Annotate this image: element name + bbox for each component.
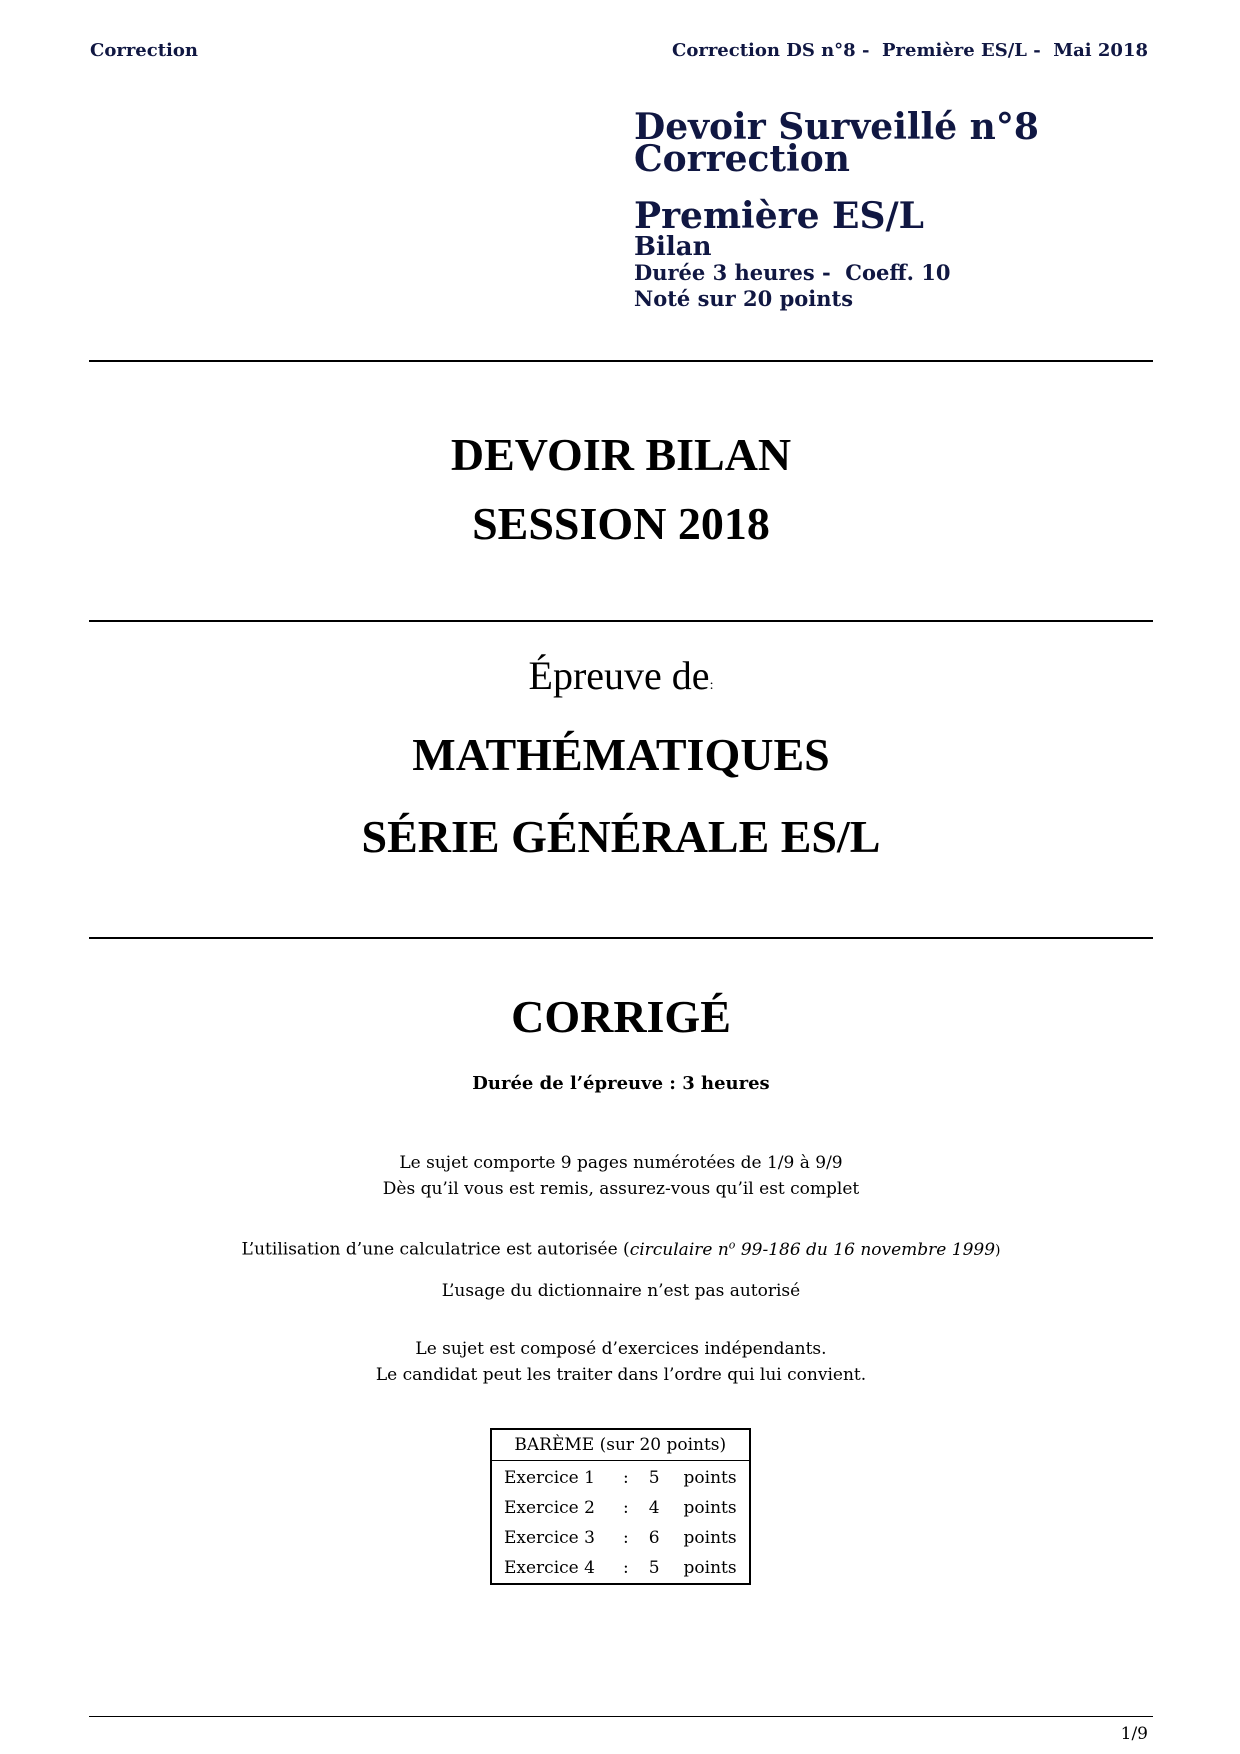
epreuve-colon: : xyxy=(709,678,714,693)
calculator-notice-prefix: L’utilisation d’une calculatrice est autorisée ( xyxy=(241,1239,630,1260)
divider-3 xyxy=(89,937,1153,939)
calculator-notice xyxy=(89,1232,1153,1264)
bareme-separator: : xyxy=(622,1468,629,1488)
bareme-exercise-name: Exercice 1 xyxy=(504,1468,595,1488)
calculator-circular: circulaire $n^o$ 99-186 du 16 novembre 1999 xyxy=(629,1238,996,1260)
title-block-line5: Durée 3 heures - Coeff. 10 xyxy=(634,260,951,285)
independence-notice-line1: Le sujet est composé d’exercices indépendants. xyxy=(415,1339,827,1359)
calculator-notice-suffix: ) xyxy=(995,1242,1001,1259)
bareme-header: BARÈME (sur 20 points) xyxy=(491,1429,750,1461)
pages-notice xyxy=(89,1150,1153,1202)
epreuve-label: Épreuve de xyxy=(528,653,710,698)
bareme-exercise-name: Exercice 3 xyxy=(504,1528,595,1548)
bareme-points-value: 6 xyxy=(648,1528,660,1548)
pages-notice-line2: Dès qu’il vous est remis, assurez-vous qu’il est complet xyxy=(382,1179,860,1199)
running-header-right: Correction DS n°8 - Première ES/L - Mai 2018 xyxy=(672,40,1148,61)
subject-title-1: MATHÉMATIQUES xyxy=(412,729,830,780)
main-title-1: DEVOIR BILAN xyxy=(450,429,792,480)
title-block-line6: Noté sur 20 points xyxy=(634,286,854,311)
title-block-line1: Devoir Surveillé n°8 xyxy=(634,106,1039,148)
independence-notice xyxy=(89,1336,1153,1388)
title-block-line3: Première ES/L xyxy=(634,195,924,237)
bareme-row xyxy=(491,1523,750,1553)
exam-duration: Durée de l’épreuve : 3 heures xyxy=(472,1073,770,1094)
divider-1 xyxy=(89,360,1153,362)
bareme-points-value: 5 xyxy=(648,1468,660,1488)
bareme-points-value: 5 xyxy=(648,1558,660,1578)
independence-notice-line2: Le candidat peut les traiter dans l’ordre qui lui convient. xyxy=(375,1365,867,1385)
bareme-separator: : xyxy=(622,1498,629,1518)
bareme-points-unit: points xyxy=(683,1558,737,1578)
bareme-exercise-name: Exercice 2 xyxy=(504,1498,595,1518)
bareme-exercise-name: Exercice 4 xyxy=(504,1558,595,1578)
main-title-2: SESSION 2018 xyxy=(472,498,770,549)
title-block-line2: Correction xyxy=(634,138,850,180)
title-block-line4: Bilan xyxy=(634,232,712,262)
bareme-points-unit: points xyxy=(683,1528,737,1548)
corrige-title: CORRIGÉ xyxy=(511,991,731,1042)
bareme-points-unit: points xyxy=(683,1498,737,1518)
divider-2 xyxy=(89,620,1153,622)
bareme-row xyxy=(491,1461,750,1494)
pages-notice-line1: Le sujet comporte 9 pages numérotées de 1/9 à 9/9 xyxy=(399,1153,843,1173)
bareme-points-value: 4 xyxy=(648,1498,660,1518)
bareme-table xyxy=(490,1428,751,1585)
bareme-row xyxy=(491,1553,750,1584)
footer-divider xyxy=(89,1716,1153,1717)
epreuve-heading xyxy=(89,652,1153,699)
page-number: 1/9 xyxy=(1120,1724,1148,1744)
bareme-row xyxy=(491,1493,750,1523)
bareme-separator: : xyxy=(622,1528,629,1548)
title-block xyxy=(634,106,1194,312)
bareme-separator: : xyxy=(622,1558,629,1578)
dictionary-notice: L’usage du dictionnaire n’est pas autorisé xyxy=(441,1281,801,1301)
running-header-left: Correction xyxy=(90,40,198,61)
bareme-points-unit: points xyxy=(683,1468,737,1488)
subject-title-2: SÉRIE GÉNÉRALE ES/L xyxy=(361,811,881,862)
